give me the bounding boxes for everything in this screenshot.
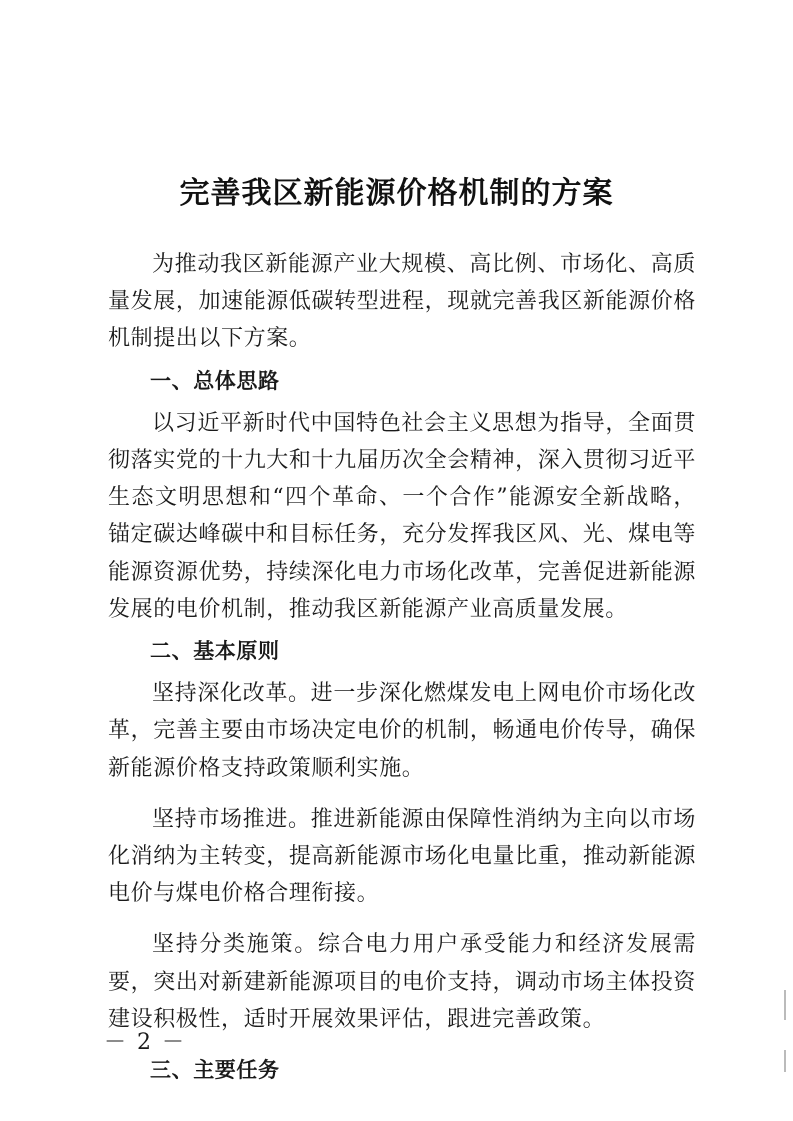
intro-paragraph: 为推动我区新能源产业大规模、高比例、市场化、高质量发展，加速能源低碳转型进程，现就完善我区新能源价格机制提出以下方案。 (108, 252, 696, 352)
document-title: 完善我区新能源价格机制的方案 (179, 176, 614, 211)
section-heading-overall-approach: 一、总体思路 (150, 368, 280, 393)
scan-edge-mark (784, 990, 786, 1020)
principle-market-paragraph: 坚持市场推进。推进新能源由保障性消纳为主向以市场化消纳为主转变，提高新能源市场化电量比重，推动新能源电价与煤电价格合理衔接。 (108, 806, 696, 907)
scan-edge-mark (784, 1050, 786, 1072)
section-heading-main-tasks: 三、主要任务 (150, 1058, 280, 1083)
document-body (108, 246, 696, 1094)
overall-approach-paragraph: 以习近平新时代中国特色社会主义思想为指导，全面贯彻落实党的十九大和十九届历次全会精神，深入贯彻习近平生态文明思想和“四个革命、一个合作”能源安全新战略，锚定碳达峰碳中和目标任务，充分发挥我区风、光、煤电等能源资源优势，持续深化电力市场化改革，完善促进新能源发展的电价机制，推动我区新能源产业高质量发展。 (108, 410, 696, 622)
page-number: － 2 － (104, 1030, 186, 1055)
section-heading-basic-principles: 二、基本原则 (150, 639, 280, 664)
principle-classified-paragraph: 坚持分类施策。综合电力用户承受能力和经济发展需要，突出对新建新能源项目的电价支持，调动市场主体投资建设积极性，适时开展效果评估，跟进完善政策。 (108, 932, 696, 1032)
principle-deepen-reform-paragraph: 坚持深化改革。进一步深化燃煤发电上网电价市场化改革，完善主要由市场决定电价的机制，畅通电价传导，确保新能源价格支持政策顺利实施。 (108, 681, 696, 781)
